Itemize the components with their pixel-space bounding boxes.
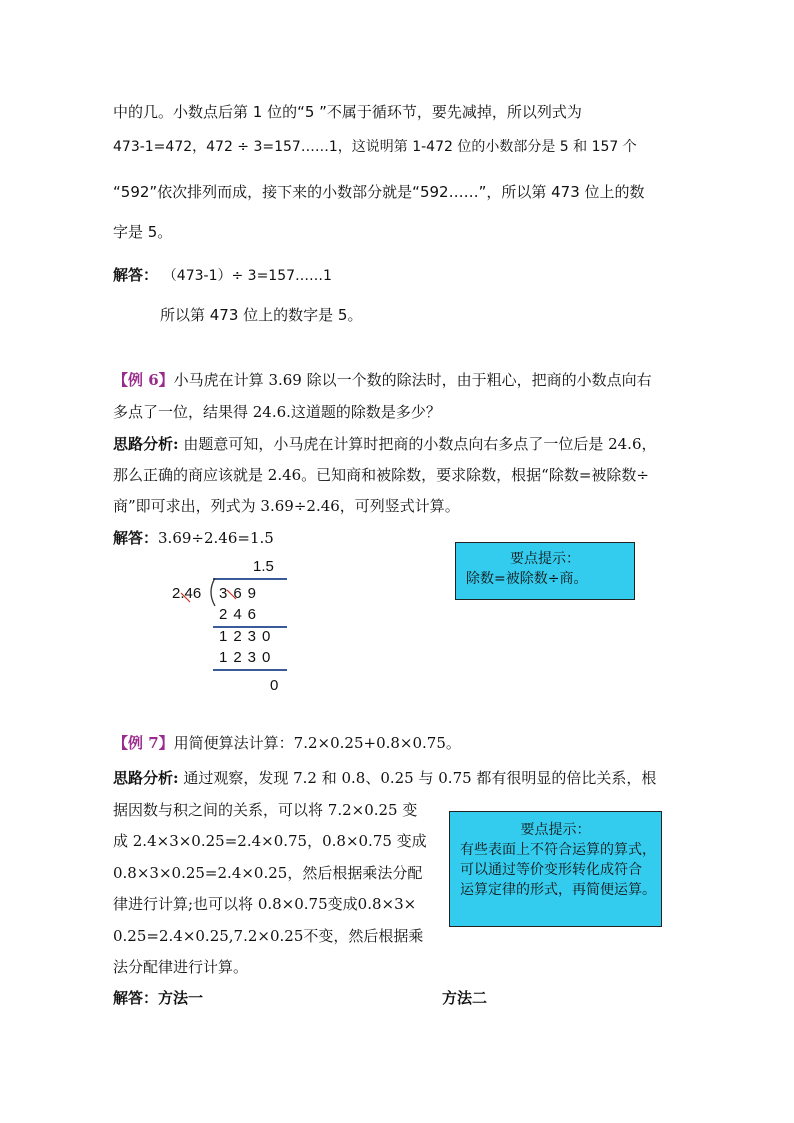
answer-line (113, 265, 332, 286)
paragraph-line: 字是 5。 (113, 223, 173, 241)
decimal-move-mark (180, 592, 192, 604)
example-6-question-text: 小马虎在计算 3.69 除以一个数的除法时，由于粗心，把商的小数点向右 (173, 371, 652, 389)
answer-expression: 3.69÷2.46=1.5 (158, 529, 274, 547)
example-7-answer-method-2: 方法二 (442, 989, 488, 1007)
division-step: 246 (219, 606, 263, 623)
tip-title: 要点提示： (510, 551, 580, 567)
paragraph-line: 商”即可求出，列式为 3.69÷2.46，可列竖式计算。 (113, 497, 460, 515)
paragraph-line: 成 2.4×3×0.25=2.4×0.75，0.8×0.75 变成 (113, 832, 427, 850)
answer-conclusion: 所以第 473 位上的数字是 5。 (160, 306, 363, 324)
tip-text: 除数=被除数÷商。 (466, 571, 588, 587)
answer-label: 解答： (113, 529, 159, 547)
example-6-question (113, 370, 652, 390)
division-bar (213, 578, 287, 580)
tip-text: 运算定律的形式，再简便运算。 (460, 882, 656, 898)
paragraph-line: 法分配律进行计算。 (113, 958, 249, 976)
division-step: 1230 (219, 628, 277, 645)
analysis-label: 思路分析: (113, 435, 179, 453)
division-quotient: 1.5 (253, 558, 274, 575)
division-divisor: 2.46 (172, 585, 202, 602)
example-7-question (113, 733, 461, 753)
paragraph-line: 律进行计算;也可以将 0.8×0.75变成0.8×3× (113, 895, 417, 913)
example-7-question-text: 用简便算法计算：7.2×0.25+0.8×0.75。 (173, 734, 461, 752)
paragraph-line: 那么正确的商应该就是 2.46。已知商和被除数，要求除数，根据“除数=被除数÷ (113, 466, 649, 484)
paragraph-line: “592”依次排列而成，接下来的小数部分就是“592……”，所以第 473 位上的数 (113, 183, 645, 201)
division-remainder: 0 (270, 677, 285, 694)
example-6-analysis (113, 434, 657, 454)
tip-box (455, 542, 635, 600)
division-rule (213, 669, 287, 671)
division-step: 1230 (219, 649, 277, 666)
tip-box (449, 811, 662, 927)
tip-text: 可以通过等价变形转化成符合 (460, 862, 642, 878)
analysis-label: 思路分析: (113, 769, 179, 787)
division-dividend: 369 (219, 585, 263, 602)
paragraph-line: 0.8×3×0.25=2.4×0.25，然后根据乘法分配 (113, 864, 423, 882)
answer-expression: （473-1）÷ 3=157……1 (162, 268, 332, 284)
paragraph-line: 中的几。小数点后第 1 位的“5 ”不属于循环节，要先减掉，所以列式为 (113, 103, 582, 121)
division-bracket (205, 578, 217, 606)
analysis-text: 由题意可知，小马虎在计算时把商的小数点向右多点了一位后是 24.6， (178, 435, 657, 453)
analysis-text: 通过观察，发现 7.2 和 0.8、0.25 与 0.75 都有很明显的倍比关系，根 (178, 769, 657, 787)
example-6-answer (113, 528, 274, 548)
example-7-answer-method-1: 解答：方法一 (113, 989, 204, 1007)
tip-text: 有些表面上不符合运算的算式， (460, 842, 656, 858)
tip-title: 要点提示： (520, 822, 591, 838)
paragraph-line: 据因数与积之间的关系，可以将 7.2×0.25 变 (113, 801, 418, 819)
example-7-tag: 【例 7】 (113, 734, 174, 752)
example-6-tag: 【例 6】 (113, 371, 174, 389)
paragraph-line: 0.25=2.4×0.25,7.2×0.25不变，然后根据乘 (113, 927, 424, 945)
example-7-analysis (113, 768, 656, 788)
paragraph-line: 多点了一位，结果得 24.6.这道题的除数是多少？ (113, 403, 441, 421)
paragraph-line: 473-1=472，472 ÷ 3=157……1，这说明第 1-472 位的小数部分是 5 和 157 个 (113, 139, 637, 155)
answer-label: 解答： (113, 266, 159, 284)
